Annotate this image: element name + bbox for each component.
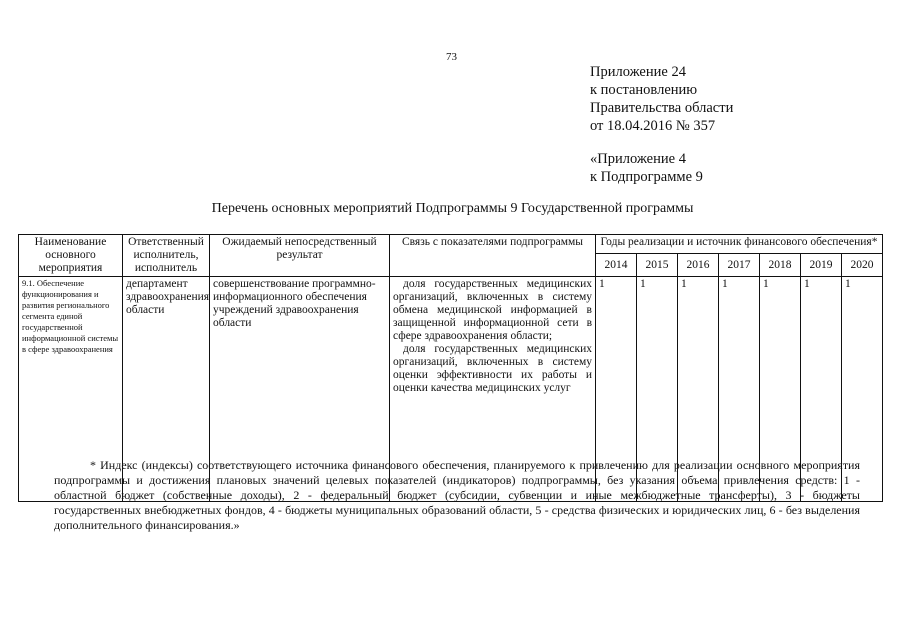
header-responsible: Ответственный исполнитель, исполнитель xyxy=(123,235,210,277)
result-cell: совершенствование программно-информационного обеспечения учреждений здравоохранения области xyxy=(210,277,390,502)
appendix-line: Приложение 24 xyxy=(590,64,686,80)
year-header: 2019 xyxy=(801,254,842,277)
appendix-line: от 18.04.2016 № 357 xyxy=(590,118,716,134)
footnote xyxy=(54,458,860,533)
measure-name-cell: 9.1. Обеспечение функционирования и развития регионального сегмента единой государственной информационной системы в сфере здравоохранения xyxy=(19,277,123,502)
year-header: 2015 xyxy=(637,254,678,277)
link-indicator: доля государственных медицинских организаций, включенных в систему обмена медицинской информацией в защищенной информационной сети в сфере здравоохранения области; xyxy=(393,278,592,342)
year-value-cell: 1 xyxy=(637,277,678,502)
document-title: Перечень основных мероприятий Подпрограммы 9 Государственной программы xyxy=(211,201,694,216)
year-header: 2016 xyxy=(678,254,719,277)
year-value-cell: 1 xyxy=(596,277,637,502)
year-header: 2018 xyxy=(760,254,801,277)
header-name: Наименование основного мероприятия xyxy=(19,235,123,277)
appendix-line: Правительства области xyxy=(590,100,734,116)
table-header-row xyxy=(19,235,883,254)
appendix-line: «Приложение 4 xyxy=(590,151,686,167)
appendix-line: к постановлению xyxy=(590,82,698,98)
year-value-cell: 1 xyxy=(760,277,801,502)
appendix-block xyxy=(590,63,733,135)
link-indicator: доля государственных медицинских организаций, включенных в систему оценки эффективности их работы и оценки качества медицинских услуг xyxy=(393,343,592,394)
header-link: Связь с показателями подпрограммы xyxy=(390,235,596,277)
appendix-line: к Подпрограмме 9 xyxy=(590,169,703,185)
year-value-cell: 1 xyxy=(801,277,842,502)
year-header: 2014 xyxy=(596,254,637,277)
year-value-cell: 1 xyxy=(719,277,760,502)
year-value-cell: 1 xyxy=(678,277,719,502)
footnote-text: * Индекс (индексы) соответствующего источника финансового обеспечения, планируемого к привлечению для реализации основного мероприятия подпрограммы и достижения плановых значений целевых показателей (индикаторов) подпрограммы, без указания объема привлечения средств: 1 - областной бюджет (собственные доходы), 2 - федеральный бюджет (субсидии, субвенции и иные межбюджетные трансферты), 3 - бюджеты государственных внебюджетных фондов, 4 - бюджеты муниципальных образований области, 5 - средства физических и юридических лиц, 6 - без выделения дополнительного финансирования.» xyxy=(54,458,860,532)
responsible-cell: департамент здравоохранения области xyxy=(123,277,210,502)
header-result: Ожидаемый непосредственный результат xyxy=(210,235,390,277)
appendix-secondary-block xyxy=(590,150,703,186)
year-header: 2020 xyxy=(842,254,883,277)
year-value-cell: 1 xyxy=(842,277,883,502)
page-number: 73 xyxy=(446,51,457,63)
year-header: 2017 xyxy=(719,254,760,277)
header-years-group: Годы реализации и источник финансового обеспечения* xyxy=(596,235,883,254)
